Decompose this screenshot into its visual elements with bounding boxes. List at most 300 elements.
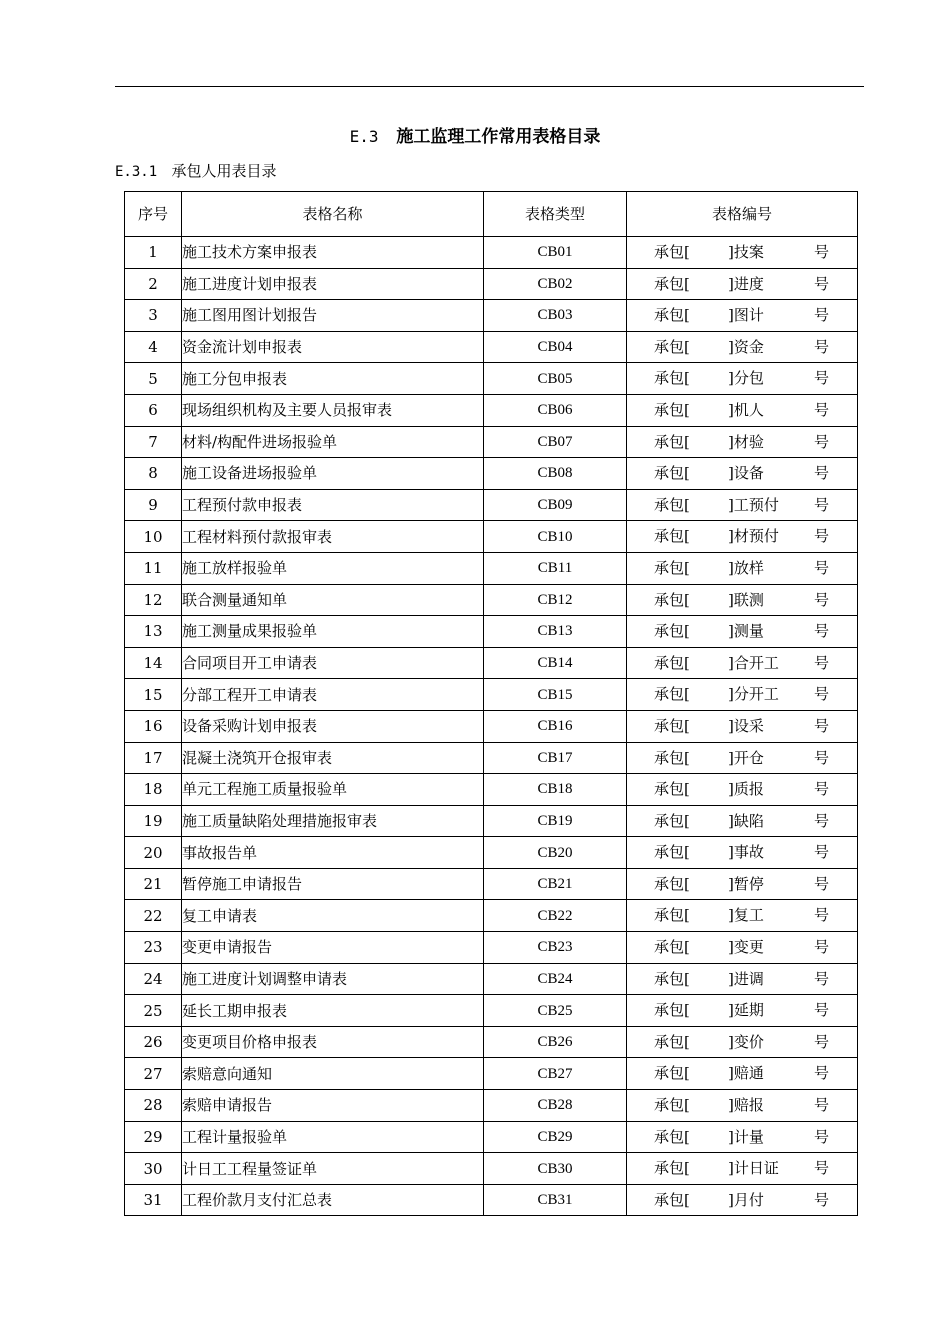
row-form-name: 设备采购计划申报表 <box>182 710 484 742</box>
row-index: 23 <box>125 932 182 964</box>
table-row <box>125 363 858 395</box>
row-form-code <box>627 679 858 711</box>
row-form-code <box>627 552 858 584</box>
row-index: 9 <box>125 489 182 521</box>
code-suffix: 号 <box>814 716 830 735</box>
row-form-type: CB11 <box>484 552 627 584</box>
row-index: 28 <box>125 1090 182 1122</box>
row-index: 17 <box>125 742 182 774</box>
code-abbr <box>728 995 764 1025</box>
row-form-type: CB12 <box>484 584 627 616</box>
row-form-type: CB03 <box>484 300 627 332</box>
row-form-type: CB13 <box>484 616 627 648</box>
code-abbreviation: 放样 <box>733 558 764 577</box>
table-row <box>125 489 858 521</box>
row-form-type: CB05 <box>484 363 627 395</box>
code-abbr <box>728 806 764 836</box>
code-prefix: 承包[ <box>654 1159 690 1178</box>
code-abbreviation: 进度 <box>733 274 764 293</box>
code-abbr <box>728 837 764 867</box>
code-close-bracket: ] <box>728 1032 734 1051</box>
table-row <box>125 647 858 679</box>
table-row <box>125 1090 858 1122</box>
header-name: 表格名称 <box>182 192 484 237</box>
code-abbr <box>728 300 764 330</box>
row-form-code <box>627 1090 858 1122</box>
code-abbr <box>728 427 764 457</box>
code-abbreviation: 暂停 <box>733 874 764 893</box>
table-row <box>125 521 858 553</box>
code-abbr <box>728 900 764 930</box>
code-abbreviation: 设备 <box>733 464 764 483</box>
code-suffix: 号 <box>814 369 830 388</box>
code-abbreviation: 进调 <box>733 969 764 988</box>
code-suffix: 号 <box>814 1096 830 1115</box>
code-suffix: 号 <box>814 843 830 862</box>
code-prefix: 承包[ <box>654 780 690 799</box>
row-index: 27 <box>125 1058 182 1090</box>
code-suffix: 号 <box>814 1190 830 1209</box>
code-abbreviation: 月付 <box>733 1190 764 1209</box>
code-abbr <box>728 932 764 962</box>
code-abbr <box>728 521 779 551</box>
row-form-name: 复工申请表 <box>182 900 484 932</box>
row-index: 26 <box>125 1026 182 1058</box>
row-index: 3 <box>125 300 182 332</box>
code-abbr <box>728 1058 764 1088</box>
code-prefix: 承包[ <box>654 495 690 514</box>
code-abbreviation: 缺陷 <box>733 811 764 830</box>
row-form-code <box>627 963 858 995</box>
row-form-type: CB06 <box>484 394 627 426</box>
table-row <box>125 963 858 995</box>
row-index: 11 <box>125 552 182 584</box>
code-abbreviation: 技案 <box>733 243 764 261</box>
row-form-name: 资金流计划申报表 <box>182 331 484 363</box>
row-form-name: 合同项目开工申请表 <box>182 647 484 679</box>
code-abbr <box>728 458 764 488</box>
code-close-bracket: ] <box>728 1127 734 1146</box>
code-prefix: 承包[ <box>654 843 690 862</box>
table-row <box>125 868 858 900</box>
header-index: 序号 <box>125 192 182 237</box>
row-form-name: 事故报告单 <box>182 837 484 869</box>
table-row <box>125 774 858 806</box>
code-close-bracket: ] <box>728 1159 734 1178</box>
code-prefix: 承包[ <box>654 337 690 356</box>
code-abbreviation: 质报 <box>733 780 764 799</box>
row-form-name: 暂停施工申请报告 <box>182 868 484 900</box>
row-form-code <box>627 742 858 774</box>
row-form-code <box>627 1026 858 1058</box>
code-abbr <box>728 490 779 520</box>
code-abbreviation: 变更 <box>733 938 764 957</box>
code-abbr <box>728 395 764 425</box>
row-form-name: 分部工程开工申请表 <box>182 679 484 711</box>
code-suffix: 号 <box>814 748 830 767</box>
row-form-code <box>627 868 858 900</box>
row-form-code <box>627 458 858 490</box>
code-close-bracket: ] <box>728 811 734 830</box>
subsection-title-text: 承包人用表目录 <box>171 162 277 180</box>
code-abbreviation: 复工 <box>733 906 764 925</box>
code-abbreviation: 工预付 <box>733 495 779 514</box>
row-form-code <box>627 394 858 426</box>
row-form-name: 联合测量通知单 <box>182 584 484 616</box>
code-suffix: 号 <box>814 1064 830 1083</box>
code-close-bracket: ] <box>728 716 734 735</box>
code-abbreviation: 联测 <box>733 590 764 609</box>
row-form-type: CB29 <box>484 1121 627 1153</box>
code-abbr <box>728 648 779 678</box>
row-form-code <box>627 268 858 300</box>
row-form-type: CB04 <box>484 331 627 363</box>
code-prefix: 承包[ <box>654 1096 690 1115</box>
row-form-type: CB17 <box>484 742 627 774</box>
code-prefix: 承包[ <box>654 306 690 325</box>
row-form-code <box>627 710 858 742</box>
row-index: 31 <box>125 1184 182 1216</box>
table-row <box>125 426 858 458</box>
code-close-bracket: ] <box>728 874 734 893</box>
code-close-bracket: ] <box>728 780 734 799</box>
code-close-bracket: ] <box>728 1096 734 1115</box>
code-close-bracket: ] <box>728 590 734 609</box>
table-row <box>125 932 858 964</box>
row-form-code <box>627 331 858 363</box>
code-suffix: 号 <box>814 306 830 325</box>
code-prefix: 承包[ <box>654 527 690 546</box>
row-form-type: CB27 <box>484 1058 627 1090</box>
code-abbreviation: 材验 <box>733 432 764 451</box>
row-index: 29 <box>125 1121 182 1153</box>
row-index: 24 <box>125 963 182 995</box>
row-form-type: CB08 <box>484 458 627 490</box>
row-index: 10 <box>125 521 182 553</box>
row-index: 22 <box>125 900 182 932</box>
table-header-row <box>125 192 858 237</box>
table-row <box>125 268 858 300</box>
row-index: 4 <box>125 331 182 363</box>
table-row <box>125 394 858 426</box>
code-abbr <box>728 679 779 709</box>
code-suffix: 号 <box>814 780 830 799</box>
code-abbr <box>728 616 764 646</box>
row-form-code <box>627 1184 858 1216</box>
row-form-name: 工程材料预付款报审表 <box>182 521 484 553</box>
row-form-name: 工程价款月支付汇总表 <box>182 1184 484 1216</box>
code-prefix: 承包[ <box>654 1032 690 1051</box>
code-close-bracket: ] <box>728 843 734 862</box>
code-prefix: 承包[ <box>654 1001 690 1020</box>
row-form-type: CB22 <box>484 900 627 932</box>
row-form-code <box>627 647 858 679</box>
row-form-name: 施工进度计划调整申请表 <box>182 963 484 995</box>
row-form-type: CB20 <box>484 837 627 869</box>
row-index: 6 <box>125 394 182 426</box>
row-form-type: CB25 <box>484 995 627 1027</box>
code-prefix: 承包[ <box>654 400 690 419</box>
row-form-type: CB26 <box>484 1026 627 1058</box>
code-prefix: 承包[ <box>654 558 690 577</box>
code-close-bracket: ] <box>728 243 734 261</box>
row-form-code <box>627 805 858 837</box>
row-form-name: 现场组织机构及主要人员报审表 <box>182 394 484 426</box>
row-form-type: CB19 <box>484 805 627 837</box>
code-abbreviation: 设采 <box>733 716 764 735</box>
code-abbreviation: 计量 <box>733 1127 764 1146</box>
code-prefix: 承包[ <box>654 969 690 988</box>
code-close-bracket: ] <box>728 274 734 293</box>
row-form-code <box>627 363 858 395</box>
code-prefix: 承包[ <box>654 1064 690 1083</box>
row-form-code <box>627 1153 858 1185</box>
code-prefix: 承包[ <box>654 622 690 641</box>
code-abbreviation: 赔报 <box>733 1096 764 1115</box>
row-form-code <box>627 300 858 332</box>
code-abbr <box>728 363 764 393</box>
code-prefix: 承包[ <box>654 685 690 704</box>
code-close-bracket: ] <box>728 1001 734 1020</box>
code-abbreviation: 分包 <box>733 369 764 388</box>
row-form-name: 施工设备进场报验单 <box>182 458 484 490</box>
table-row <box>125 742 858 774</box>
row-index: 7 <box>125 426 182 458</box>
code-abbr <box>728 332 764 362</box>
code-suffix: 号 <box>814 1032 830 1051</box>
table-row <box>125 1026 858 1058</box>
row-index: 21 <box>125 868 182 900</box>
table-row <box>125 995 858 1027</box>
row-form-name: 变更申请报告 <box>182 932 484 964</box>
row-form-name: 单元工程施工质量报验单 <box>182 774 484 806</box>
code-abbreviation: 机人 <box>733 400 764 419</box>
row-form-code <box>627 237 858 269</box>
code-abbr <box>728 553 764 583</box>
row-form-name: 施工质量缺陷处理措施报审表 <box>182 805 484 837</box>
code-abbr <box>728 1090 764 1120</box>
table-row <box>125 331 858 363</box>
row-form-type: CB10 <box>484 521 627 553</box>
code-abbreviation: 开仓 <box>733 748 764 767</box>
row-form-name: 索赔申请报告 <box>182 1090 484 1122</box>
code-prefix: 承包[ <box>654 369 690 388</box>
code-close-bracket: ] <box>728 527 734 546</box>
code-prefix: 承包[ <box>654 590 690 609</box>
code-suffix: 号 <box>814 906 830 925</box>
row-index: 15 <box>125 679 182 711</box>
row-form-name: 施工分包申报表 <box>182 363 484 395</box>
code-suffix: 号 <box>814 874 830 893</box>
code-abbr <box>728 743 764 773</box>
row-index: 8 <box>125 458 182 490</box>
code-close-bracket: ] <box>728 938 734 957</box>
code-prefix: 承包[ <box>654 716 690 735</box>
code-suffix: 号 <box>814 969 830 988</box>
row-form-code <box>627 837 858 869</box>
code-suffix: 号 <box>814 464 830 483</box>
section-number: E.3 <box>349 127 379 146</box>
row-form-type: CB09 <box>484 489 627 521</box>
code-suffix: 号 <box>814 685 830 704</box>
code-abbr <box>728 964 764 994</box>
row-form-name: 计日工工程量签证单 <box>182 1153 484 1185</box>
row-form-code <box>627 1121 858 1153</box>
row-index: 2 <box>125 268 182 300</box>
code-suffix: 号 <box>814 653 830 672</box>
table-row <box>125 616 858 648</box>
row-form-type: CB23 <box>484 932 627 964</box>
row-form-code <box>627 616 858 648</box>
code-abbr <box>728 1185 764 1215</box>
code-close-bracket: ] <box>728 464 734 483</box>
code-close-bracket: ] <box>728 306 734 325</box>
row-form-type: CB21 <box>484 868 627 900</box>
table-row <box>125 458 858 490</box>
row-form-name: 延长工期申报表 <box>182 995 484 1027</box>
code-close-bracket: ] <box>728 337 734 356</box>
row-form-code <box>627 489 858 521</box>
code-suffix: 号 <box>814 337 830 356</box>
row-form-type: CB01 <box>484 237 627 269</box>
row-form-code <box>627 932 858 964</box>
code-suffix: 号 <box>814 274 830 293</box>
code-abbreviation: 延期 <box>733 1001 764 1020</box>
row-index: 5 <box>125 363 182 395</box>
subsection-title <box>115 160 276 181</box>
table-row <box>125 300 858 332</box>
row-index: 20 <box>125 837 182 869</box>
row-form-type: CB15 <box>484 679 627 711</box>
code-abbr <box>728 1122 764 1152</box>
table-row <box>125 1121 858 1153</box>
code-prefix: 承包[ <box>654 243 690 261</box>
code-abbreviation: 变价 <box>733 1032 764 1051</box>
code-prefix: 承包[ <box>654 748 690 767</box>
code-abbreviation: 测量 <box>733 622 764 641</box>
row-index: 18 <box>125 774 182 806</box>
code-prefix: 承包[ <box>654 938 690 957</box>
code-prefix: 承包[ <box>654 874 690 893</box>
code-suffix: 号 <box>814 622 830 641</box>
code-close-bracket: ] <box>728 1190 734 1209</box>
code-abbr <box>728 1153 779 1183</box>
code-suffix: 号 <box>814 495 830 514</box>
row-form-type: CB28 <box>484 1090 627 1122</box>
row-form-type: CB31 <box>484 1184 627 1216</box>
code-suffix: 号 <box>814 400 830 419</box>
code-suffix: 号 <box>814 527 830 546</box>
code-close-bracket: ] <box>728 558 734 577</box>
code-suffix: 号 <box>814 1127 830 1146</box>
form-catalog-table <box>124 191 858 1216</box>
code-abbr <box>728 585 764 615</box>
row-index: 12 <box>125 584 182 616</box>
row-form-name: 施工图用图计划报告 <box>182 300 484 332</box>
row-index: 16 <box>125 710 182 742</box>
row-index: 14 <box>125 647 182 679</box>
code-abbreviation: 计日证 <box>733 1159 779 1178</box>
code-abbreviation: 资金 <box>733 337 764 356</box>
code-abbr <box>728 237 764 267</box>
table-body <box>125 237 858 1216</box>
row-form-code <box>627 1058 858 1090</box>
code-close-bracket: ] <box>728 622 734 641</box>
code-close-bracket: ] <box>728 685 734 704</box>
row-form-type: CB02 <box>484 268 627 300</box>
code-abbr <box>728 1027 764 1057</box>
header-type: 表格类型 <box>484 192 627 237</box>
section-title <box>0 122 950 147</box>
code-suffix: 号 <box>814 1159 830 1178</box>
row-form-type: CB07 <box>484 426 627 458</box>
row-form-type: CB18 <box>484 774 627 806</box>
table-row <box>125 900 858 932</box>
row-form-type: CB14 <box>484 647 627 679</box>
code-abbr <box>728 711 764 741</box>
code-abbreviation: 赔通 <box>733 1064 764 1083</box>
row-form-name: 工程预付款申报表 <box>182 489 484 521</box>
row-form-name: 材料/构配件进场报验单 <box>182 426 484 458</box>
row-index: 13 <box>125 616 182 648</box>
code-abbreviation: 分开工 <box>733 685 779 704</box>
table-row <box>125 679 858 711</box>
code-abbr <box>728 269 764 299</box>
row-index: 30 <box>125 1153 182 1185</box>
table-row <box>125 584 858 616</box>
code-suffix: 号 <box>814 432 830 451</box>
row-form-name: 索赔意向通知 <box>182 1058 484 1090</box>
row-index: 1 <box>125 237 182 269</box>
code-prefix: 承包[ <box>654 811 690 830</box>
row-form-code <box>627 521 858 553</box>
code-close-bracket: ] <box>728 369 734 388</box>
row-form-type: CB30 <box>484 1153 627 1185</box>
code-prefix: 承包[ <box>654 274 690 293</box>
row-form-name: 施工测量成果报验单 <box>182 616 484 648</box>
row-form-name: 混凝土浇筑开仓报审表 <box>182 742 484 774</box>
code-abbr <box>728 774 764 804</box>
code-abbreviation: 图计 <box>733 306 764 325</box>
code-prefix: 承包[ <box>654 1190 690 1209</box>
code-prefix: 承包[ <box>654 653 690 672</box>
row-form-code <box>627 900 858 932</box>
code-close-bracket: ] <box>728 400 734 419</box>
code-suffix: 号 <box>814 938 830 957</box>
row-form-name: 施工进度计划申报表 <box>182 268 484 300</box>
table-row <box>125 1153 858 1185</box>
code-suffix: 号 <box>814 558 830 577</box>
code-abbreviation: 事故 <box>733 843 764 862</box>
row-form-name: 施工放样报验单 <box>182 552 484 584</box>
code-close-bracket: ] <box>728 495 734 514</box>
code-abbreviation: 合开工 <box>733 653 779 672</box>
code-close-bracket: ] <box>728 653 734 672</box>
header-rule <box>115 86 864 87</box>
code-close-bracket: ] <box>728 1064 734 1083</box>
code-prefix: 承包[ <box>654 906 690 925</box>
subsection-number: E.3.1 <box>115 164 158 180</box>
code-suffix: 号 <box>814 243 830 261</box>
row-form-type: CB16 <box>484 710 627 742</box>
row-form-name: 施工技术方案申报表 <box>182 237 484 269</box>
code-close-bracket: ] <box>728 432 734 451</box>
code-suffix: 号 <box>814 590 830 609</box>
row-form-code <box>627 774 858 806</box>
row-form-name: 变更项目价格申报表 <box>182 1026 484 1058</box>
code-close-bracket: ] <box>728 906 734 925</box>
code-close-bracket: ] <box>728 969 734 988</box>
